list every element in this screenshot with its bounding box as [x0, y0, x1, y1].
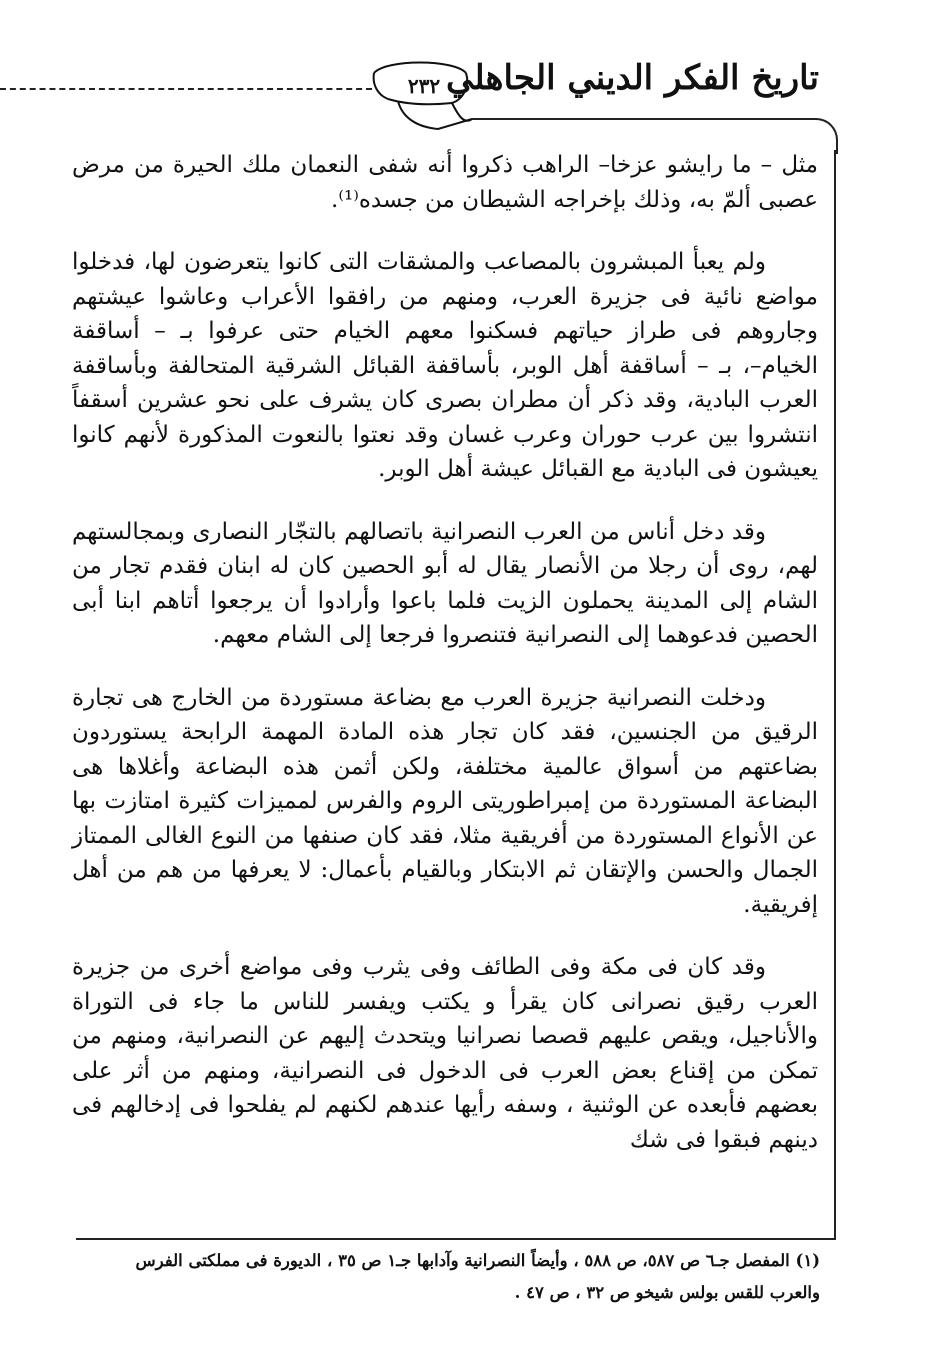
frame-right-rule	[834, 150, 836, 1240]
header-dashed-rule	[0, 88, 372, 90]
paragraph-2: ولم يعبأ المبشرون بالمصاعب والمشقات التى كانوا يتعرضون لها، فدخلوا مواضع نائية فى جزيرة العرب، ومنهم من رافقوا الأعراب وعاشوا عيشتهم وجاروهم فى طراز حياتهم فسكنوا معهم الخيام حتى عرفوا بـ – أساقفة الخيام–، بـ – أساقفة أهل الوبر، بأساقفة القبائل الشرقية المتحالفة وبأساقفة العرب البادية، وقد ذكر أن مطران بصرى كان يشرف على نحو عشرين أسقفاً انتشروا بين عرب حوران وعرب غسان وقد نعتوا بالنعوت المذكورة لأنهم كانوا يعيشون فى البادية مع القبائل عيشة أهل الوبر.	[72, 249, 818, 482]
frame-top-rule	[472, 118, 808, 120]
page-number: ٢٣٢	[407, 74, 441, 98]
footnote-line-1: (١) المفصل جـ٦ ص ٥٨٧، ص ٥٨٨ ، وأيضاً النصرانية وآدابها جـ١ ص ٣٥ ، الديورة فى مملكتى الفرس	[135, 1251, 820, 1270]
body-text	[72, 148, 818, 1185]
book-title: تاريخ الفكر الديني الجاهلي	[445, 58, 819, 98]
paragraph-3: وقد دخل أناس من العرب النصرانية باتصالهم بالتجّار النصارى وبمجالستهم لهم، روى أن رجلا من الأنصار يقال له أبو الحصين كان له ابنان فقدم تجار من الشام إلى المدينة يحملون الزيت فلما باعوا وأرادوا أن يرجعوا أتاهم ابنا أبى الحصين فدعوهما إلى النصرانية فتنصروا فرجعا إلى الشام معهم.	[72, 518, 818, 648]
footnote-rule	[76, 1238, 836, 1240]
footnotes	[78, 1245, 820, 1309]
paragraph-1: مثل – ما رايشو عزخا– الراهب ذكروا أنه شفى النعمان ملك الحيرة من مرض عصبى ألمّ به، وذلك بإخراجه الشيطان من جسده⁽¹⁾.	[72, 152, 818, 213]
paragraph-5: وقد كان فى مكة وفى الطائف وفى يثرب وفى مواضع أخرى من جزيرة العرب رقيق نصرانى كان يقرأ و يكتب ويفسر للناس ما جاء فى التوراة والأناجيل، ويقص عليهم قصصا نصرانيا ويتحدث إليهم عن النصرانية، ومنهم من تمكن من إقناع بعض العرب فى الدخول فى النصرانية، ومنهم من أثر على بعضهم فأبعده عن الوثنية ، وسفه رأيها عندهم لكنهم لم يفلحوا فى إدخالهم فى دينهم فبقوا فى شك	[72, 954, 818, 1153]
paragraph-4: ودخلت النصرانية جزيرة العرب مع بضاعة مستوردة من الخارج هى تجارة الرقيق من الجنسين، فقد كان تجار هذه المادة المهمة الرابحة يستوردون بضاعتهم من أسواق عالمية مختلفة، ولكن أثمن هذه البضاعة وأغلاها هى البضاعة المستوردة من إمبراطوريتى الروم والفرس لمميزات كثيرة امتازت بها عن الأنواع المستوردة من أفريقية مثلا، فقد كان صنفها من النوع الغالى الممتاز الجمال والحسن والإتقان ثم الابتكار وبالقيام بأعمال: لا يعرفها من هم من أهل إفريقية.	[72, 684, 818, 918]
footnote-line-2: والعرب للقس بولس شيخو ص ٣٢ ، ص ٤٧ .	[514, 1283, 820, 1302]
